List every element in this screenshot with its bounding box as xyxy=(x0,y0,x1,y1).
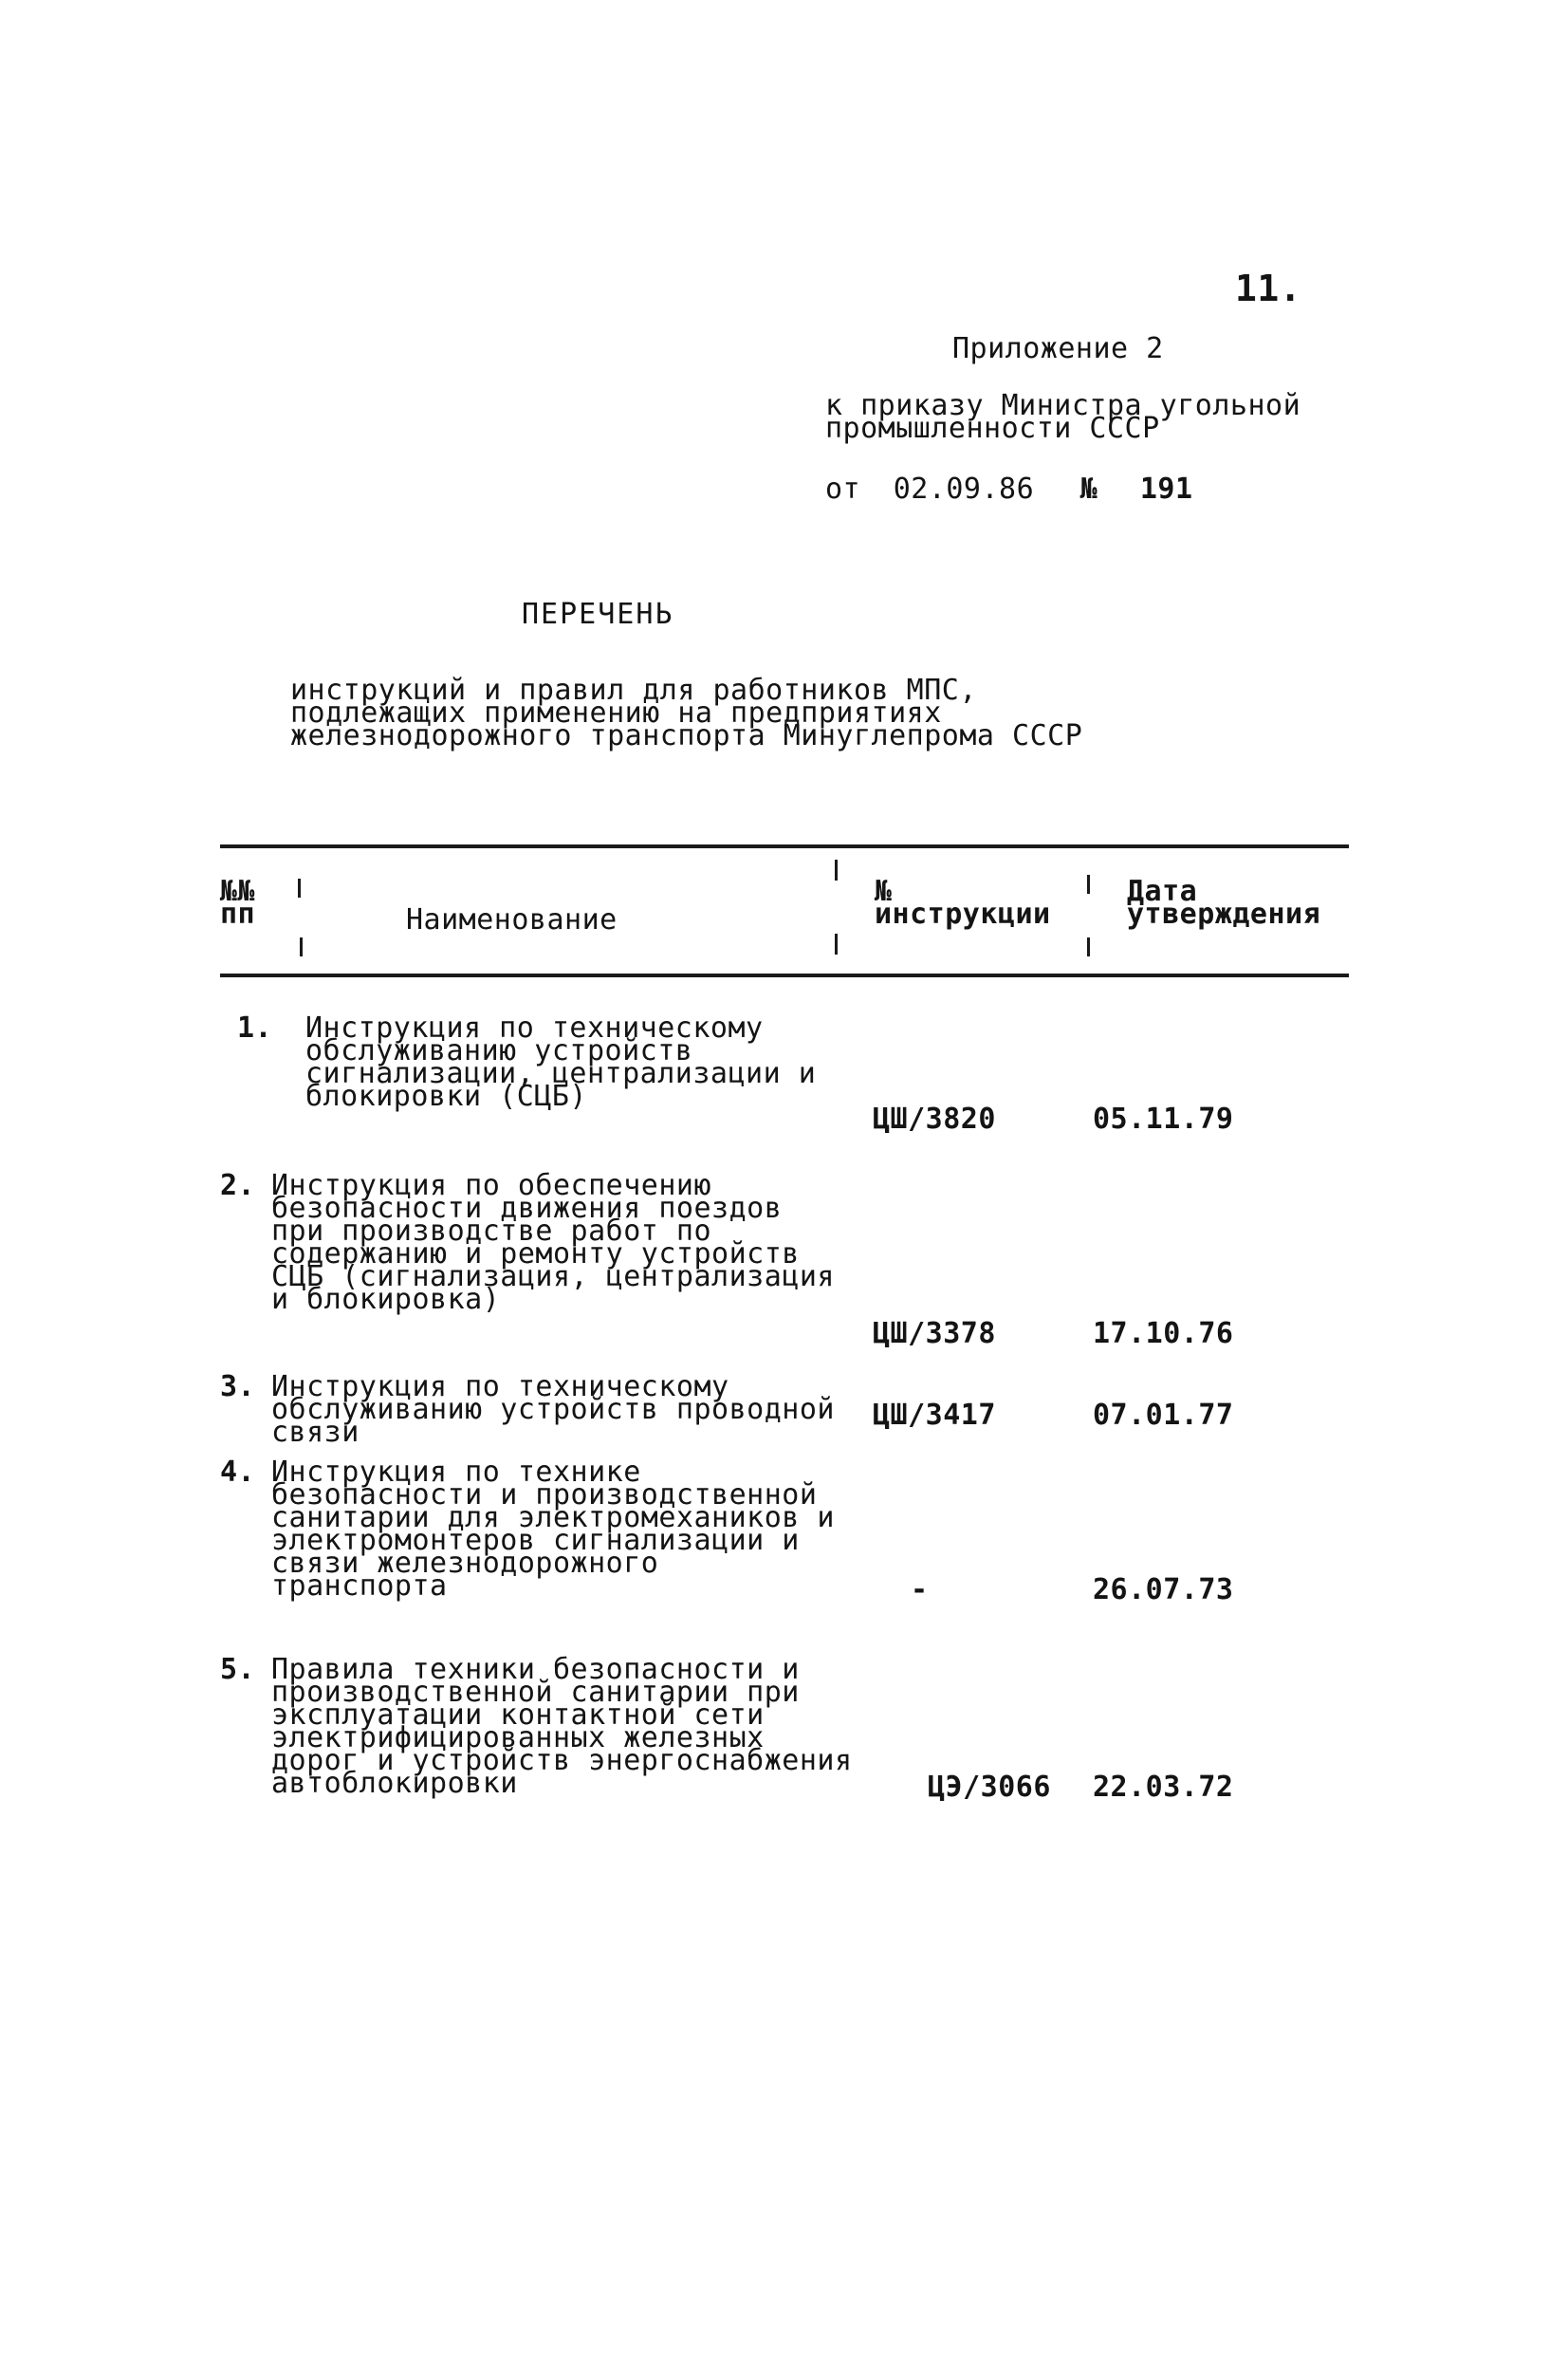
row-name: Инструкция по техническому обслуживанию устройств сигнализации, централизации и блокировки (СЦБ) xyxy=(305,1011,817,1113)
row-approval-date: 07.01.77 xyxy=(1093,1399,1234,1432)
row-approval-date: 05.11.79 xyxy=(1093,1103,1234,1136)
document-title: ПЕРЕЧЕНЬ xyxy=(522,598,674,631)
appendix-date-line xyxy=(825,473,1193,506)
header-separator xyxy=(835,860,838,881)
header-row-number: №№ пп xyxy=(220,875,256,931)
appendix-title: Приложение 2 xyxy=(952,332,1164,365)
row-number: 3. xyxy=(220,1370,256,1403)
header-separator xyxy=(1087,937,1090,956)
row-number: 1. xyxy=(237,1011,273,1045)
row-approval-date: 26.07.73 xyxy=(1093,1573,1234,1606)
row-number: 4. xyxy=(220,1456,256,1489)
header-name: Наименование xyxy=(406,903,618,937)
order-date: 02.09.86 xyxy=(893,473,1035,506)
row-name: Правила техники безопасности и производственной санитарии при эксплуатации контактной сети электрифицированных железных дорог и устройств энергоснабжения автоблокировки xyxy=(271,1653,853,1800)
row-number: 2. xyxy=(220,1169,256,1202)
page-number: 11. xyxy=(1235,268,1302,309)
row-instruction-number: ЦШ/3820 xyxy=(873,1103,996,1136)
header-separator xyxy=(1087,875,1090,894)
header-approval-date: Дата утверждения xyxy=(1127,875,1321,931)
row-approval-date: 17.10.76 xyxy=(1093,1317,1234,1350)
document-subtitle: инструкций и правил для работников МПС, подлежащих применению на предприятиях железнодорожного транспорта Минуглепрома СССР xyxy=(290,674,1083,752)
row-name: Инструкция по техническому обслуживанию устройств проводной связи xyxy=(271,1370,835,1449)
row-approval-date: 22.03.72 xyxy=(1093,1771,1234,1804)
header-separator xyxy=(300,937,303,956)
appendix-order-line: к приказу Министра угольной промышленности СССР xyxy=(825,389,1301,445)
header-separator xyxy=(298,879,301,898)
order-number-sign: № xyxy=(1079,473,1098,506)
header-separator xyxy=(835,934,838,955)
order-number: 191 xyxy=(1139,473,1193,506)
row-name: Инструкция по технике безопасности и производственной санитарии для электромехаников и электромонтеров сигнализации и связи железнодорожного транспорта xyxy=(271,1456,835,1603)
date-prefix: от xyxy=(825,473,861,506)
table-header-rule xyxy=(220,974,1349,977)
row-name: Инструкция по обеспечению безопасности движения поездов при производстве работ по содержанию и ремонту устройств СЦБ (сигнализация, централизация и блокировка) xyxy=(271,1169,835,1316)
table-top-rule xyxy=(220,844,1349,848)
header-instruction-number: № инструкции xyxy=(875,875,1051,931)
row-instruction-number: ЦШ/3417 xyxy=(873,1399,996,1432)
row-instruction-number: ЦЭ/3066 xyxy=(928,1771,1051,1804)
row-number: 5. xyxy=(220,1653,256,1686)
row-instruction-number: - xyxy=(911,1573,929,1606)
row-instruction-number: ЦШ/3378 xyxy=(873,1317,996,1350)
